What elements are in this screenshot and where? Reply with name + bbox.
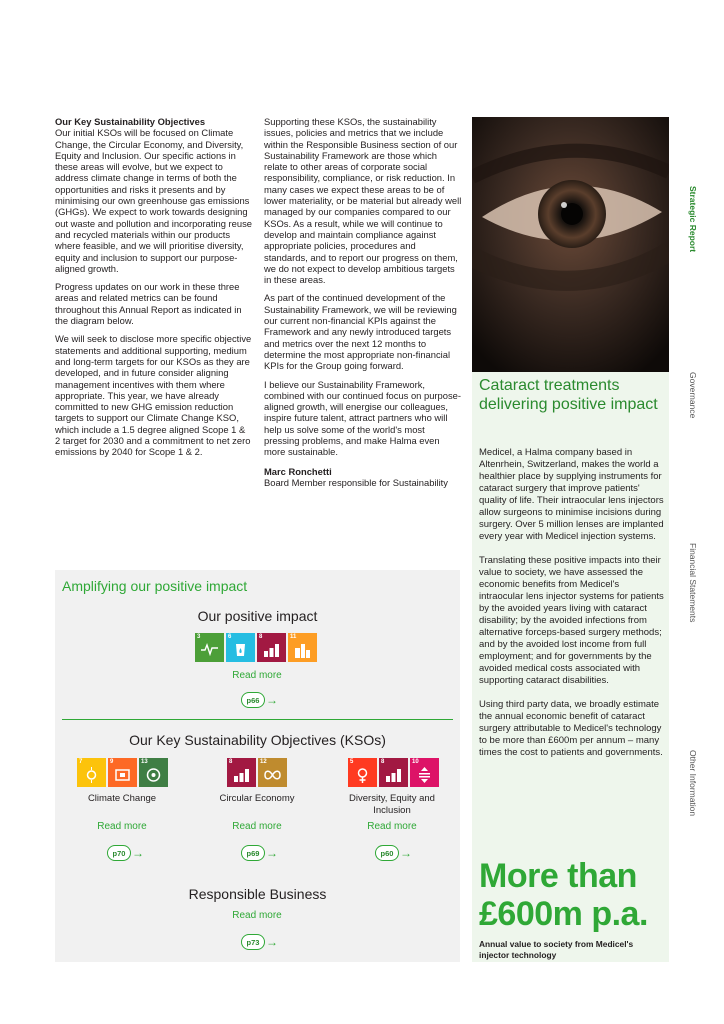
ksos-title: Our Key Sustainability Objectives (KSOs) bbox=[129, 732, 386, 748]
signature-name: Marc Ronchetti bbox=[264, 465, 332, 477]
positive-impact-title: Our positive impact bbox=[197, 608, 318, 624]
read-more-link[interactable]: Read more bbox=[232, 670, 282, 681]
sdg-3-icon: 3 bbox=[195, 633, 224, 662]
column-2 bbox=[264, 116, 462, 488]
sdg-5-icon: 5 bbox=[348, 758, 377, 787]
page-ref-p73[interactable]: p73 → bbox=[241, 934, 278, 950]
read-more-link[interactable]: Read more bbox=[232, 821, 282, 832]
stat-line-2: £600m p.a. bbox=[479, 895, 648, 933]
sdg-7-icon: 7 bbox=[77, 758, 106, 787]
nav-tab-financial-statements[interactable]: Financial Statements bbox=[688, 543, 698, 623]
read-more-link[interactable]: Read more bbox=[232, 910, 282, 921]
sdg-12-icon: 12 bbox=[258, 758, 287, 787]
dei-sdg-icons bbox=[348, 758, 439, 787]
impact-title: Amplifying our positive impact bbox=[62, 578, 248, 594]
read-more-link[interactable]: Read more bbox=[97, 821, 147, 832]
ksos-label-climate: Climate Change bbox=[87, 793, 157, 804]
impact-diagram bbox=[55, 570, 460, 962]
section-heading: Our Key Sustainability Objectives bbox=[55, 116, 206, 127]
responsible-business-title: Responsible Business bbox=[188, 886, 327, 902]
page-ref-p70[interactable]: p70 → bbox=[107, 845, 144, 861]
sdg-6-icon: 6 bbox=[226, 633, 255, 662]
circular-sdg-icons bbox=[227, 758, 287, 787]
sdg-13-icon: 13 bbox=[139, 758, 168, 787]
paragraph: As part of the continued development of the Sustainability Framework, we will be reviewing our current non-financial KPIs against the Framework and any newly introduced targets and metrics over the next 12 months to determine the most appropriate non-financial KPIs for the Group going forward. bbox=[264, 292, 457, 372]
nav-tab-governance[interactable]: Governance bbox=[688, 372, 698, 419]
paragraph: Using third party data, we broadly estimate the annual economic benefit of cataract surgery attributable to Medicel's technology to be more than £600m per annum – many times the cost to patients and governments. bbox=[479, 699, 663, 758]
ksos-label-circular: Circular Economy bbox=[219, 793, 295, 804]
sdg-8-icon: 8 bbox=[379, 758, 408, 787]
sdg-10-icon: 10 bbox=[410, 758, 439, 787]
page-ref-p60[interactable]: p60 → bbox=[375, 845, 412, 861]
column-1 bbox=[55, 116, 253, 465]
paragraph: We will seek to disclose more specific objective statements and additional supporting, medium and long-term targets for our KSOs as they are developed, and in future consider aligning management incentives with them where appropriate. This year, we have already committed to new GHG emission reduction targets to support our Climate Change KSO, which include a 1.5 degree aligned Scope 1 & 2 target for 2030 and a commitment to net zero emissions by 2040 for Scope 1 & 2. bbox=[55, 333, 252, 458]
paragraph: Translating these positive impacts into their value to society, we have assessed the economic benefits from Medicel's intraocular lens injector systems for patients by the avoided years living with cataract disability; by the avoided infections from alternative forceps-based surgery methods; and by the avoided lost income from full employment; and for governments by the avoided medical costs associated with supporting cataract disabilities. bbox=[479, 555, 664, 686]
paragraph: Progress updates on our work in these three areas and related metrics can be found throughout this Annual Report as indicated in the diagram below. bbox=[55, 281, 242, 327]
paragraph: Supporting these KSOs, the sustainability issues, policies and metrics that we include within the Responsible Business section of our Sustainability Framework are those which relate to other areas of corporate social responsibility, compliance, or risk reduction. In many cases we expect these areas to be of lower materiality, or be material but already well managed by our companies compared to our KSOs. As a result, while we will continue to develop and maintain compliance against appropriate policies, procedures and standards, and to report our progress on them, we do not expect to develop ambitious targets in these areas. bbox=[264, 116, 462, 286]
paragraph: Medicel, a Halma company based in Altenrhein, Switzerland, makes the world a healthier place by supplying instruments for cataract surgery that improve patients' quality of life. Their intraocular lens injectors allow surgeons to minimise incisions during surgery. Over 5 million lenses are implanted every year with Medicel injection systems. bbox=[479, 447, 664, 542]
nav-tab-other-information[interactable]: Other Information bbox=[688, 750, 698, 817]
read-more-link[interactable]: Read more bbox=[367, 821, 417, 832]
divider bbox=[62, 719, 453, 720]
eye-photo bbox=[472, 117, 669, 372]
stat-caption: Annual value to society from Medicel's injector technology bbox=[479, 939, 634, 960]
headline-stat bbox=[479, 857, 648, 933]
case-study-body bbox=[479, 447, 664, 771]
stat-line-1: More than bbox=[479, 857, 637, 895]
case-study-panel bbox=[472, 117, 669, 962]
case-study-title: Cataract treatments delivering positive impact bbox=[479, 377, 658, 413]
signature-role: Board Member responsible for Sustainability bbox=[264, 476, 448, 488]
paragraph: I believe our Sustainability Framework, combined with our continued focus on purpose-aligned growth, will energise our colleagues, inspire future talent, attract partners who will help us solve some of the world's most pressing problems, and make Halma even more sustainable. bbox=[264, 378, 461, 458]
sdg-9-icon: 9 bbox=[108, 758, 137, 787]
page-ref-p66[interactable]: p66 → bbox=[241, 692, 278, 708]
ksos-label-dei: Diversity, Equity and Inclusion bbox=[349, 793, 435, 816]
paragraph: Our initial KSOs will be focused on Climate Change, the Circular Economy, and Diversity, Equity and Inclusion. Our specific actions in these areas will evolve, but we expect to address climate change in terms of both the opportunities and risks it presents and by minimising our own greenhouse gas emissions (GHGs). We expect to work towards designing out waste and pollution and incorporating reuse and recycled materials within our products where feasible, and we will prioritise diversity, equity and inclusion to support our purpose-aligned growth. bbox=[55, 127, 253, 274]
nav-tab-strategic-report[interactable]: Strategic Report bbox=[688, 186, 698, 253]
page-ref-p69[interactable]: p69 → bbox=[241, 845, 278, 861]
sdg-11-icon: 11 bbox=[288, 633, 317, 662]
positive-sdg-icons bbox=[195, 633, 317, 662]
climate-sdg-icons bbox=[77, 758, 168, 787]
sdg-8-icon: 8 bbox=[227, 758, 256, 787]
sdg-8-icon: 8 bbox=[257, 633, 286, 662]
